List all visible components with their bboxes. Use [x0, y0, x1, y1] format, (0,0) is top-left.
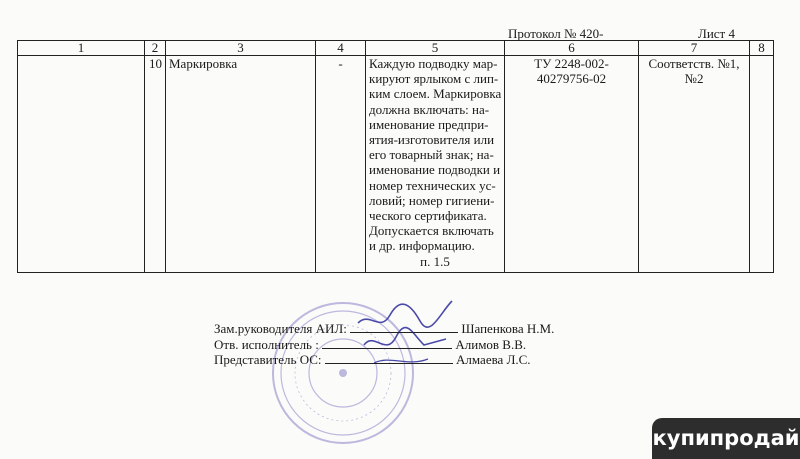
column-header: 1: [18, 41, 145, 56]
cell-col8: [750, 56, 774, 273]
signature-blank: [322, 336, 452, 349]
signature-line-representative: [214, 351, 531, 368]
signature-blank: [325, 351, 453, 364]
cell-col4: -: [316, 56, 366, 273]
signature-name: Шапенкова Н.М.: [461, 321, 555, 336]
requirement-reference: п. 1.5: [420, 253, 450, 269]
cell-requirement-text: [366, 56, 505, 273]
column-header: 7: [639, 41, 750, 56]
signature-role: Отв. исполнитель :: [214, 337, 319, 352]
cell-item-number: 10: [145, 56, 166, 273]
requirement-line: ловий; номер гигиени-: [369, 192, 495, 208]
column-header: 4: [316, 41, 366, 56]
signature-blank: [350, 320, 458, 333]
column-header: 8: [750, 41, 774, 56]
cell-standard: ТУ 2248-002-40279756-02: [505, 56, 639, 273]
requirement-line: ческого сертификата.: [369, 208, 487, 224]
column-header: 3: [166, 41, 316, 56]
signature-role: Представитель ОС:: [214, 352, 322, 367]
cell-col1: [18, 56, 145, 273]
cell-result: Соответств. №1, №2: [639, 56, 750, 273]
requirement-line: и др. информацию.: [369, 238, 475, 254]
watermark-logo: купипродай: [652, 418, 800, 459]
requirement-line: его товарный знак; на-: [369, 147, 494, 163]
requirement-line: Допускается включать: [369, 223, 494, 239]
protocol-table: [17, 40, 774, 273]
table-row: [18, 56, 774, 273]
requirement-line: должна включать: на-: [369, 101, 490, 117]
signature-role: Зам.руководителя АИЛ:: [214, 321, 347, 336]
requirement-line: кируют ярлыком с лип-: [369, 71, 499, 87]
signature-line-deputy-head: [214, 320, 554, 337]
requirement-line: Каждую подводку мар-: [369, 56, 498, 71]
signature-name: Алмаева Л.С.: [456, 352, 531, 367]
requirement-line: номер технических ус-: [369, 177, 496, 193]
column-header: 6: [505, 41, 639, 56]
requirement-line: именование предпри-: [369, 116, 489, 132]
cell-item-name: Маркировка: [166, 56, 316, 273]
sheet-number: Лист 4: [698, 26, 735, 41]
column-header: 2: [145, 41, 166, 56]
column-header: 5: [366, 41, 505, 56]
requirement-line: ким слоем. Маркировка: [369, 86, 502, 102]
signature-name: Алимов В.В.: [455, 337, 527, 352]
table-header-row: [18, 41, 774, 56]
protocol-number: Протокол № 420-: [508, 26, 604, 41]
requirement-line: именование подводки и: [369, 162, 501, 178]
requirement-line: ятия-изготовителя или: [369, 132, 495, 148]
